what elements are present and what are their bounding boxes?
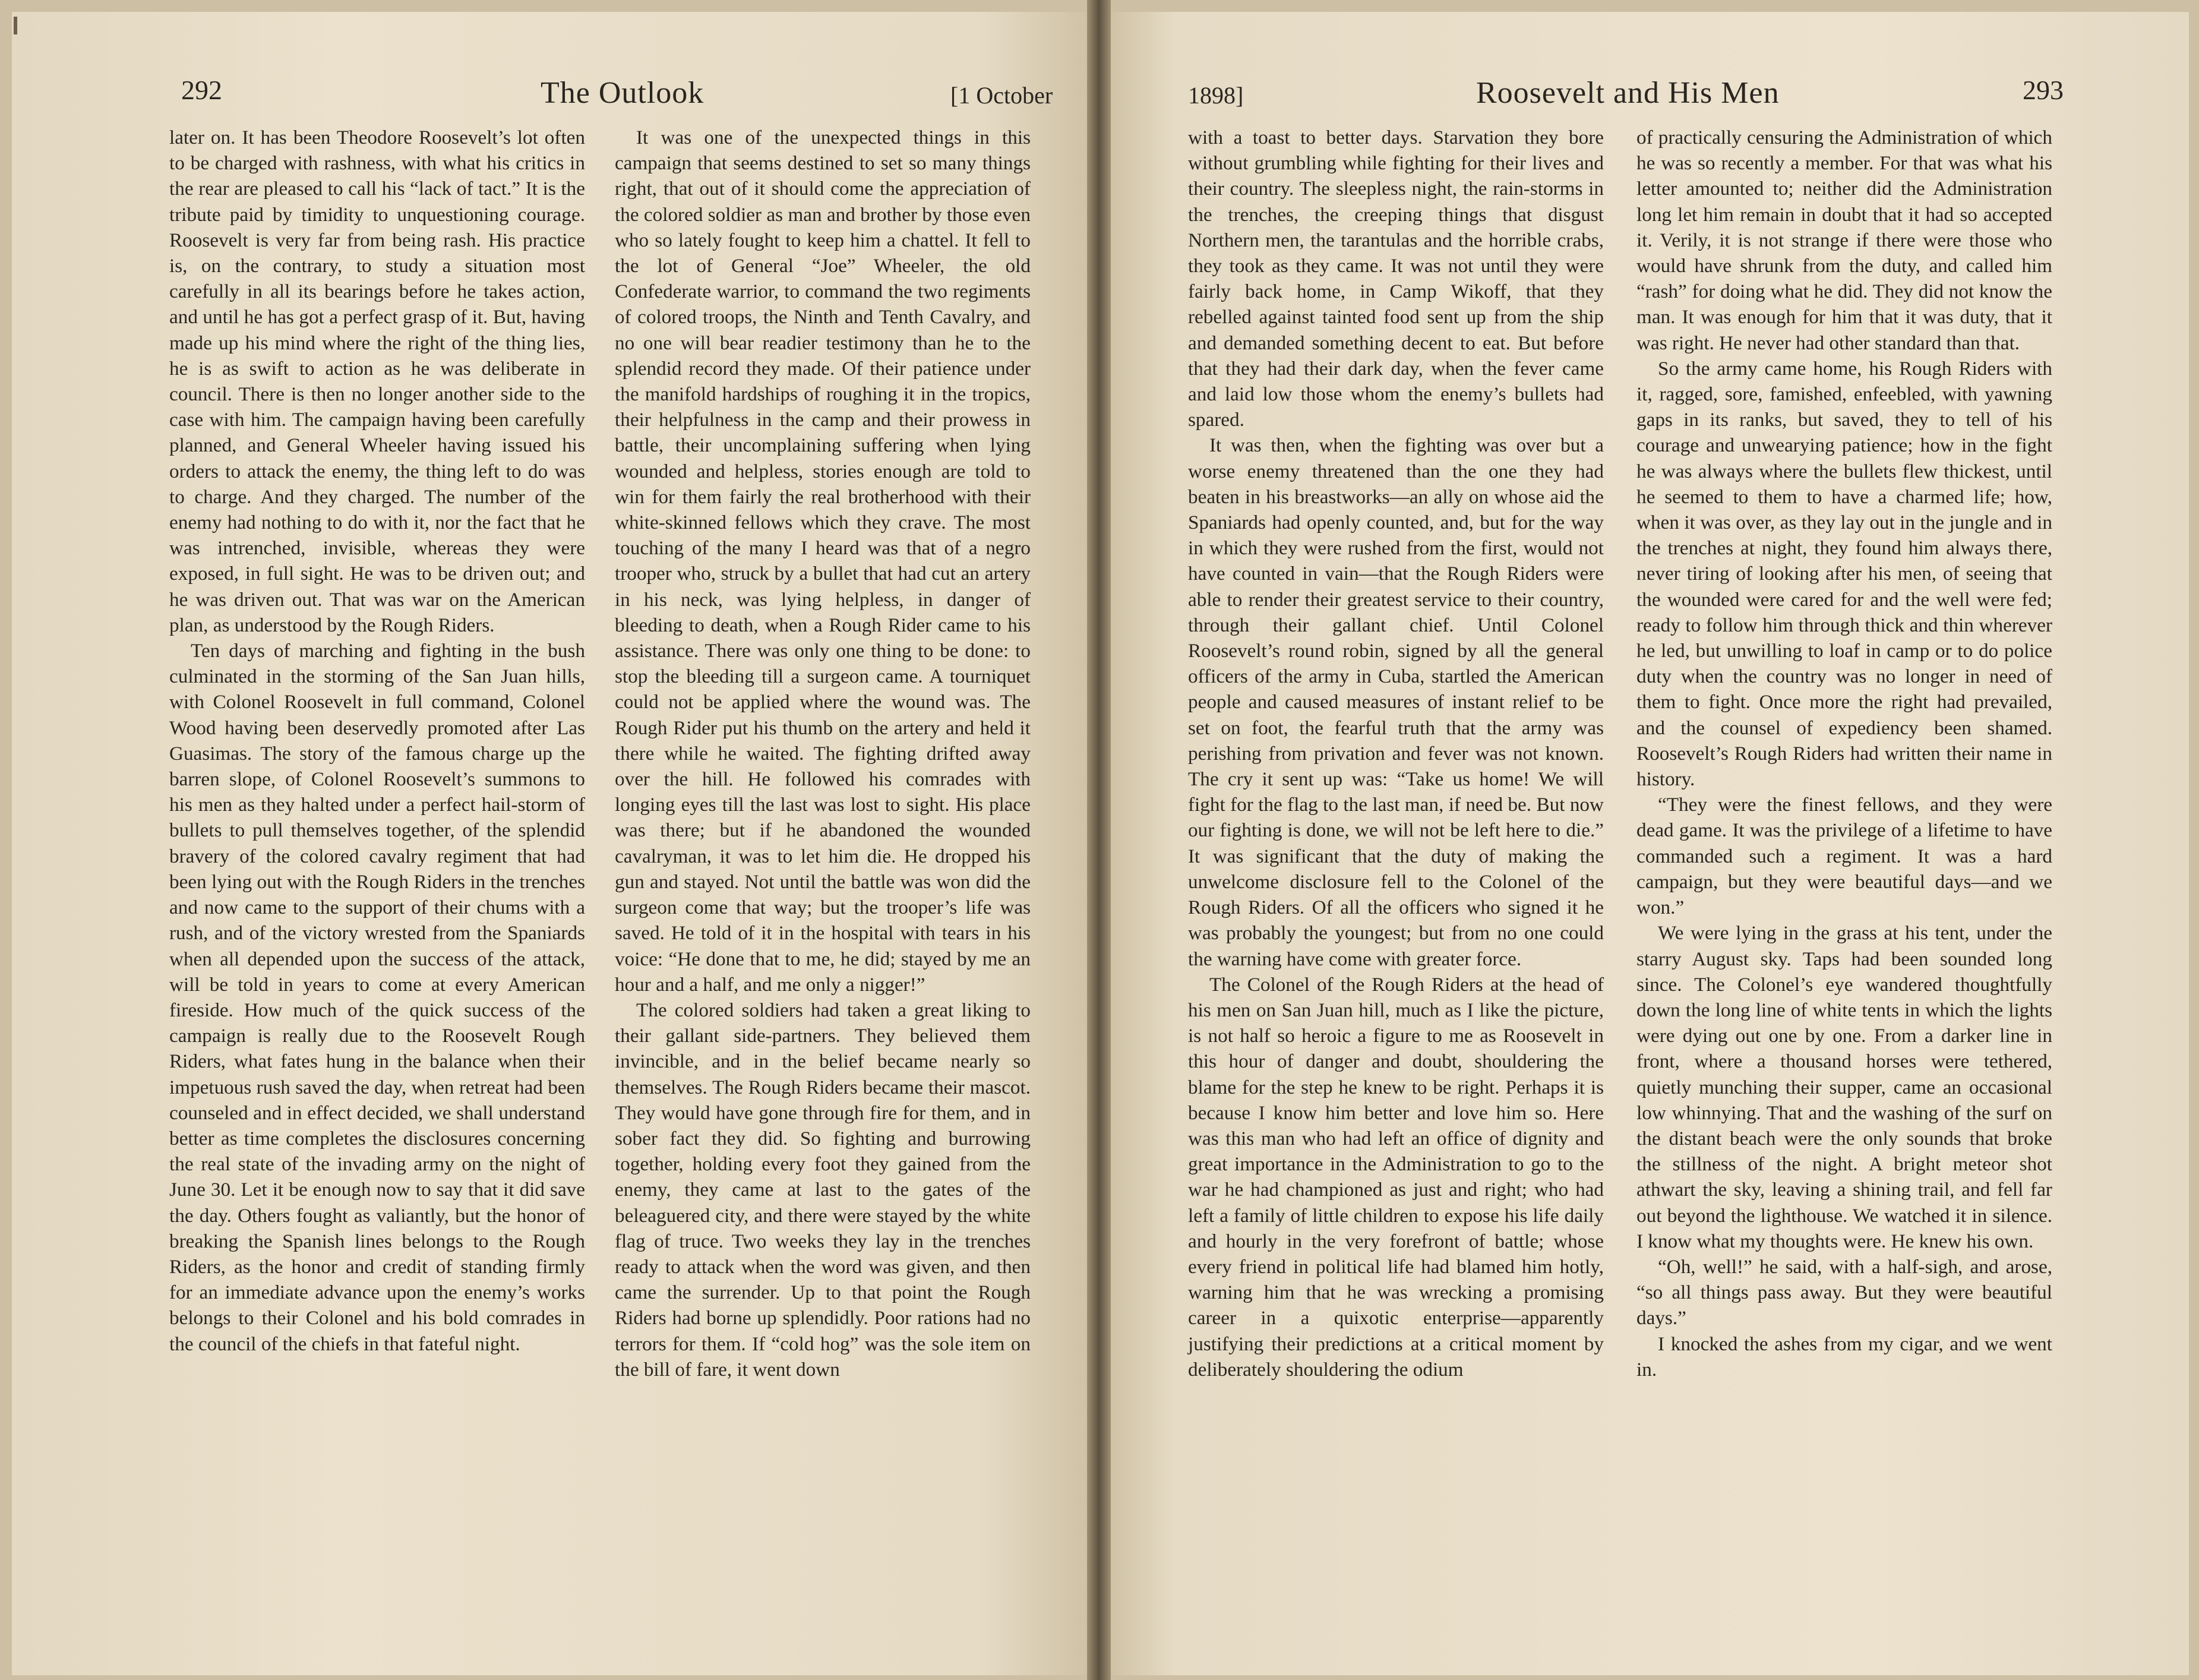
right-page-header <box>1111 74 2189 128</box>
paragraph: I knocked the ashes from my cigar, and we went in. <box>1636 1332 2052 1381</box>
left-column-2 <box>615 125 1031 1382</box>
page-mark <box>14 17 17 34</box>
left-page-header <box>12 74 1087 128</box>
right-column-2 <box>1636 125 2052 1382</box>
paragraph: Ten days of marching and fighting in the bush culminated in the storming of the San Juan hills, with Colonel Roosevelt in full command, Colonel Wood having been deservedly promoted after Las Guasimas. The story of the famous charge up the barren slope, of Colonel Roosevelt’s summons to his men as they halted under a perfect hail-storm of bullets to pull themselves together, of the splendid bravery of the colored cavalry regiment that had been lying out with the Rough Riders in the trenches and now came to the support of their chums with a rush, and of the victory wrested from the Spaniards when all depended upon the success of the attack, will be told in years to come at every American fireside. How much of the quick success of the campaign is really due to the Roosevelt Rough Riders, what fates hung in the balance when their impetuous rush saved the day, when retreat had been counseled and in effect decided, we shall understand better as time completes the disclosures concerning the real state of the invading army on the night of June 30. Let it be enough now to say that it did save the day. Others fought as valiantly, but the honor of breaking the Spanish lines belongs to the Rough Riders, as the honor and credit of standing firmly for an immediate advance upon the enemy’s works belongs to their Colonel and his bold comrades in the council of the chiefs in that fateful night. <box>169 640 585 1355</box>
paragraph: It was then, when the fighting was over but a worse enemy threatened than the one they had beaten in his breastworks—an ally on whose aid the Spaniards had openly counted, and, but for the way in which they were rushed from the first, would not have counted in vain—that the Rough Riders were able to render their greatest service to their country, through their gallant chief. Until Colonel Roosevelt’s round robin, signed by all the general officers of the army in Cuba, startled the American people and caused measures of instant relief to be set on foot, the fearful truth that the army was perishing from privation and fever was not known. The cry it sent up was: “Take us home! We will fight for the flag to the last man, if need be. But now our fighting is done, we will not be left here to die.” It was significant that the duty of making the unwelcome disclosure fell to the Colonel of the Rough Riders. Of all the officers who signed it he was probably the youngest; but from no one could the warning have come with greater force. <box>1188 434 1604 970</box>
left-header-date: [1 October <box>950 82 1053 109</box>
paragraph: The colored soldiers had taken a great liking to their gallant side-partners. They believed them invincible, and in the belief became nearly so themselves. The Rough Riders became their mascot. They would have gone through fire for them, and in sober fact they did. So fighting and burrowing together, holding every foot they gained from the enemy, they came at last to the gates of the beleaguered city, and there were stayed by the white flag of truce. Two weeks they lay in the trenches ready to attack when the word was given, and then came the surrender. Up to that point the Rough Riders had borne up splendidly. Poor rations had no terrors for them. If “cold hog” was the sole item on the bill of fare, it went down <box>615 999 1031 1381</box>
paragraph: So the army came home, his Rough Riders with it, ragged, sore, famished, enfeebled, with yawning gaps in its ranks, but saved, they to tell of his courage and unwearying patience; how in the fight he was always where the bullets flew thickest, until he seemed to them to have a charmed life; how, when it was over, as they lay out in the jungle and in the trenches at night, they found him always there, never tiring of looking after his men, of seeing that the wounded were cared for and the well were fed; ready to follow him through thick and thin wherever he led, but unwilling to loaf in camp or to do police duty when the country was no longer in need of them to fight. Once more the right had prevailed, and the counsel of expediency been shamed. Roosevelt’s Rough Riders had written their name in history. <box>1636 357 2052 791</box>
right-running-title: Roosevelt and His Men <box>1476 76 1780 110</box>
right-page-number: 293 <box>2023 75 2064 105</box>
paragraph: later on. It has been Theodore Roosevelt’s lot often to be charged with rashness, with what his critics in the rear are pleased to call his “lack of tact.” It is the tribute paid by timidity to unquestioning courage. Roosevelt is very far from being rash. His practice is, on the contrary, to study a situation most carefully in all its bearings before he takes action, and until he has got a perfect grasp of it. But, having made up his mind where the right of the thing lies, he is as swift to action as he was deliberate in council. There is then no longer another side to the case with him. The campaign having been carefully planned, and General Wheeler having issued his orders to attack the enemy, the thing left to do was to charge. And they charged. The number of the enemy had nothing to do with it, nor the fact that he was intrenched, invisible, whereas they were exposed, in full sight. He was to be driven out; and he was driven out. That was war on the American plan, as understood by the Rough Riders. <box>169 127 585 636</box>
right-page <box>1111 12 2189 1675</box>
left-page-number: 292 <box>181 75 222 105</box>
right-header-date: 1898] <box>1188 82 1244 109</box>
paragraph: of practically censuring the Administration of which he was so recently a member. For that was what his letter amounted to; neither did the Administration long let him remain in doubt that it had so accepted it. Verily, it is not strange if there were those who would have shrunk from the duty, and called him “rash” for doing what he did. They did not know the man. It was enough for him that it was duty, that it was right. He never had other standard than that. <box>1636 127 2052 354</box>
paragraph: The Colonel of the Rough Riders at the head of his men on San Juan hill, much as I like the picture, is not half so heroic a figure to me as Roosevelt in this hour of danger and doubt, shouldering the blame for the step he knew to be right. Perhaps it is because I know him better and love him so. Here was this man who had left an office of dignity and great importance in the Administration to go to the war he had championed as just and right; who had left a family of little children to expose his life daily and hourly in the very forefront of battle; whose every friend in political life had blamed him hotly, warning him that he was wrecking a promising career in a quixotic enterprise—apparently justifying their predictions at a critical moment by deliberately shouldering the odium <box>1188 973 1604 1381</box>
paragraph: “They were the finest fellows, and they were dead game. It was the privilege of a lifetime to have commanded such a regiment. It was a hard campaign, but they were beautiful days—and we won.” <box>1636 794 2052 919</box>
left-running-title: The Outlook <box>541 76 704 110</box>
left-column-1 <box>169 125 585 1357</box>
paragraph: We were lying in the grass at his tent, under the starry August sky. Taps had been sounded long since. The Colonel’s eye wandered thoughtfully down the long line of white tents in which the lights were dying out one by one. From a darker line in front, where a thousand horses were tethered, quietly munching their supper, came an occasional low whinnying. That and the washing of the surf on the distant beach were the only sounds that broke the stillness of the night. A bright meteor shot athwart the sky, leaving a shining trail, and fell far out beyond the lighthouse. We watched it in silence. I know what my thoughts were. He knew his own. <box>1636 922 2052 1252</box>
right-column-1 <box>1188 125 1604 1382</box>
left-page <box>12 12 1087 1675</box>
book-gutter <box>1087 0 1111 1680</box>
paragraph: with a toast to better days. Starvation they bore without grumbling while fighting for their lives and their country. The sleepless night, the rain-storms in the trenches, the creeping things that disgust Northern men, the tarantulas and the horrible crabs, they took as they came. It was not until they were fairly back home, in Camp Wikoff, that they rebelled against tainted food sent up from the ship and demanded something decent to eat. But before that they had their dark day, when the fever came and laid low those whom the enemy’s bullets had spared. <box>1188 127 1604 431</box>
paragraph: It was one of the unexpected things in this campaign that seems destined to set so many things right, that out of it should come the appreciation of the colored soldier as man and brother by those even who so lately fought to keep him a chattel. It fell to the lot of General “Joe” Wheeler, the old Confederate warrior, to command the two regiments of colored troops, the Ninth and Tenth Cavalry, and no one will bear readier testimony than he to the splendid record they made. Of their patience under the manifold hardships of roughing it in the tropics, their helpfulness in the camp and their prowess in battle, their uncomplaining suffering when lying wounded and helpless, stories enough are told to win for them fairly the real brotherhood with their white-skinned fellows which they crave. The most touching of the many I heard was that of a negro trooper who, struck by a bullet that had cut an artery in his neck, was lying helpless, in danger of bleeding to death, when a Rough Rider came to his assistance. There was only one thing to be done: to stop the bleeding till a surgeon came. A tourniquet could not be applied where the wound was. The Rough Rider put his thumb on the artery and held it there while he waited. The fighting drifted away over the hill. He followed his comrades with longing eyes till the last was lost to sight. His place was there; but if he abandoned the wounded cavalryman, it was to let him die. He dropped his gun and stayed. Not until the battle was won did the surgeon come that way; but the trooper’s life was saved. He told of it in the hospital with tears in his voice: “He done that to me, he did; stayed by me an hour and a half, and me only a nigger!” <box>615 127 1031 996</box>
paragraph: “Oh, well!” he said, with a half-sigh, and arose, “so all things pass away. But they were beautiful days.” <box>1636 1255 2052 1330</box>
